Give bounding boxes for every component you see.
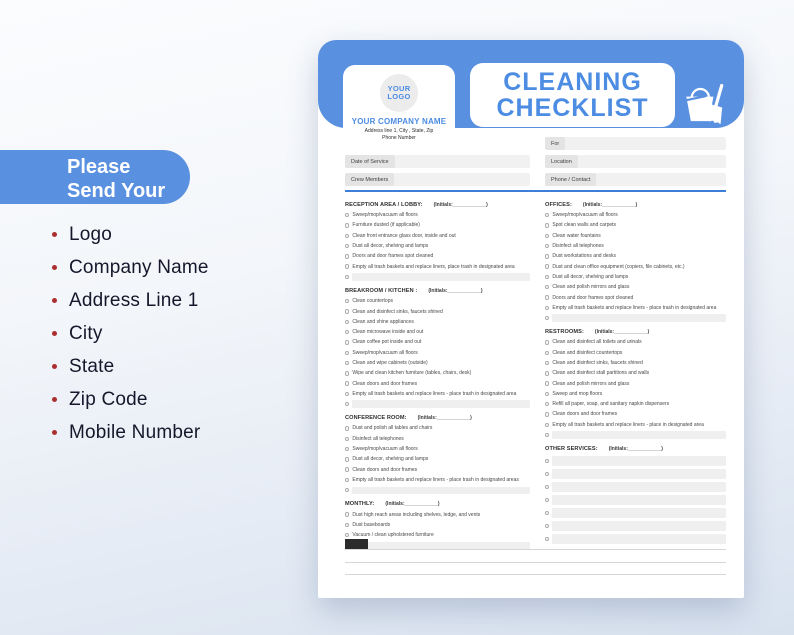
checklist-item-row — [345, 465, 530, 475]
checkbox-circle[interactable] — [345, 340, 349, 344]
checklist-item-label: Sweep and mop floors — [552, 390, 603, 397]
checkbox-circle[interactable] — [545, 381, 549, 385]
checklist-item-row — [345, 509, 530, 519]
checklist-item-label: Spot clean walls and carpets — [552, 222, 617, 229]
checklist-item-label: Doors and door frames spot cleaned — [352, 253, 434, 260]
requirement-item — [52, 317, 209, 350]
checklist-item-label: Dust high reach areas including shelves, ledge, and vents — [352, 511, 481, 518]
checklist-section — [345, 286, 530, 409]
checklist-item-row — [345, 378, 530, 388]
blank-write-in-field[interactable] — [552, 314, 726, 322]
checklist-section — [345, 413, 530, 495]
blank-write-in-field[interactable] — [352, 400, 530, 408]
checklist-item-label: Furniture dusted (if applicable) — [352, 222, 420, 229]
field-crew-members[interactable] — [345, 173, 530, 186]
checklist-item-row — [545, 337, 726, 347]
blank-checklist-row — [545, 532, 726, 545]
checklist-item-label: Dust all decor, shelving and lamps — [352, 456, 429, 463]
checkbox-circle[interactable] — [345, 299, 349, 303]
checklist-item-row — [545, 303, 726, 313]
blank-checklist-row — [545, 313, 726, 323]
checklist-item-row — [545, 389, 726, 399]
blank-checklist-row — [545, 493, 726, 506]
requirement-item — [52, 251, 209, 284]
checklist-item-row — [545, 241, 726, 251]
requirement-item — [52, 383, 209, 416]
field-location[interactable] — [545, 155, 726, 168]
checklist-item-label: Clean and wipe cabinets (outside) — [352, 360, 428, 366]
checklist-section — [345, 499, 530, 550]
checklist-item-row — [345, 306, 530, 316]
checklist-item-label: Empty all trash baskets and replace liners - place trash in designated area — [352, 390, 517, 397]
checklist-item-row — [345, 220, 530, 230]
checklist-item-row — [345, 296, 530, 306]
title-line1: CLEANING — [503, 67, 642, 96]
section-header — [345, 499, 530, 509]
checklist-item-row — [345, 520, 530, 530]
checkbox-circle[interactable] — [345, 309, 349, 313]
checklist-item-row — [345, 358, 530, 368]
checkbox-circle[interactable] — [545, 244, 549, 248]
checkbox-circle[interactable] — [545, 472, 549, 476]
checklist-item-row — [345, 337, 530, 347]
section-header — [545, 444, 726, 454]
checklist-item-label: Clean and disinfect all toilets and urinals — [552, 339, 642, 346]
checklist-item-label: Clean and disinfect sinks, faucets shined — [352, 308, 443, 315]
blank-checklist-row — [345, 272, 530, 282]
requirement-item — [52, 416, 209, 449]
field-date-of-service[interactable] — [345, 155, 530, 168]
blank-checklist-row — [345, 399, 530, 409]
logo-placeholder — [380, 74, 418, 112]
checkbox-circle[interactable] — [545, 340, 549, 344]
requirements-list — [52, 218, 209, 449]
checklist-item-label: Wipe and clean kitchen furniture (tables, chairs, desk) — [352, 370, 472, 377]
checklist-item-label: Clean front entrance glass door, inside and out — [352, 232, 456, 239]
checklist-item-row — [345, 444, 530, 454]
checklist-item-row — [345, 251, 530, 261]
section-title: CONFERENCE ROOM: — [345, 415, 407, 422]
checkbox-circle[interactable] — [345, 523, 349, 527]
checkbox-circle[interactable] — [345, 437, 349, 441]
checklist-item-row — [545, 272, 726, 282]
checklist-item-label: Dust and polish all tables and chairs — [352, 425, 433, 432]
bullet-dot — [52, 265, 57, 270]
checklist-item-label: Clean and disinfect sinks, faucets shined — [552, 360, 643, 366]
checklist-item-row — [545, 231, 726, 241]
checklist-item-row — [345, 454, 530, 464]
requirement-label: Address Line 1 — [69, 289, 199, 311]
title-line2: CHECKLIST — [496, 94, 649, 122]
field-location-label: Location — [545, 155, 578, 168]
checklist-item-label: Clean and disinfect stall partitions and walls — [552, 370, 650, 377]
section-initials-label: (Initials:____________) — [608, 446, 663, 453]
company-phone: Phone Number — [382, 134, 416, 141]
checkbox-circle[interactable] — [345, 264, 349, 268]
blank-write-in-field[interactable] — [552, 431, 726, 439]
header-divider — [345, 190, 726, 192]
field-for-label: For — [545, 137, 565, 150]
checkbox-circle[interactable] — [345, 320, 349, 324]
checkbox-circle[interactable] — [345, 381, 349, 385]
blank-checklist-row — [545, 454, 726, 467]
checklist-item-row — [545, 409, 726, 419]
badge-line1: Please — [67, 156, 131, 178]
section-header — [345, 413, 530, 423]
checkbox-circle[interactable] — [345, 234, 349, 238]
checkbox-circle[interactable] — [345, 533, 349, 537]
checklist-item-row — [545, 210, 726, 220]
checkbox-circle[interactable] — [345, 402, 349, 406]
section-initials-label: (Initials:____________) — [433, 202, 488, 208]
checklist-item-label: Sweep/mop/vacuum all floors — [352, 446, 418, 453]
checkbox-circle[interactable] — [545, 295, 549, 299]
checklist-item-label: Sweep/mop/vacuum all floors — [352, 349, 418, 356]
bullet-dot — [52, 397, 57, 402]
checkbox-circle[interactable] — [545, 511, 549, 515]
checklist-item-label: Sweep/mop/vacuum all floors — [352, 212, 418, 219]
checkbox-circle[interactable] — [545, 524, 549, 528]
badge-line2: Send Your — [67, 179, 166, 202]
section-initials-label: (Initials:____________) — [385, 501, 440, 508]
checklist-item-row — [345, 389, 530, 399]
blank-checklist-row — [545, 430, 726, 440]
section-initials-label: (Initials:____________) — [417, 415, 472, 422]
requirement-label: Logo — [69, 223, 113, 245]
requirement-item — [52, 350, 209, 383]
checkbox-circle[interactable] — [545, 485, 549, 489]
section-header — [545, 327, 726, 337]
blank-checklist-row — [545, 519, 726, 532]
section-title: BREAKROOM / KITCHEN : — [345, 288, 418, 295]
checklist-item-label: Doors and door frames spot cleaned — [552, 294, 634, 301]
checklist-item-row — [545, 348, 726, 358]
checkbox-circle[interactable] — [545, 306, 549, 310]
requirement-item — [52, 218, 209, 251]
checkbox-circle[interactable] — [545, 351, 549, 355]
checklist-column-left — [345, 200, 530, 555]
field-phone-contact[interactable] — [545, 173, 726, 186]
checklist-item-row — [345, 368, 530, 378]
checklist-item-row — [345, 530, 530, 540]
section-header — [345, 200, 530, 210]
checkbox-circle[interactable] — [345, 392, 349, 396]
checklist-item-row — [545, 368, 726, 378]
cleaning-checklist-page — [318, 40, 744, 598]
checklist-item-label: Clean and disinfect countertops — [552, 349, 623, 356]
blank-write-in-field[interactable] — [552, 508, 726, 518]
checklist-item-label: Clean doors and door frames — [352, 380, 418, 387]
checklist-item-label: Clean microwave inside and out — [352, 329, 424, 336]
requirement-label: Zip Code — [69, 388, 148, 410]
checklist-item-label: Clean doors and door frames — [552, 411, 618, 418]
blank-write-in-field[interactable] — [552, 482, 726, 492]
checkbox-circle[interactable] — [545, 423, 549, 427]
checklist-item-label: Empty all trash baskets and replace liners - place trash in designated areas — [352, 476, 519, 483]
checkbox-circle[interactable] — [345, 223, 349, 227]
section-title: MONTHLY: — [345, 501, 375, 508]
checklist-item-row — [345, 327, 530, 337]
blank-write-in-field[interactable] — [552, 521, 726, 531]
checklist-item-row — [545, 251, 726, 261]
checklist-item-label: Dust baseboards — [352, 521, 391, 528]
company-info-card — [343, 65, 455, 163]
checklist-item-row — [345, 241, 530, 251]
title-card — [470, 63, 675, 127]
section-header — [345, 286, 530, 296]
checklist-item-label: Dust all decor, shelving and lamps — [552, 273, 629, 280]
checkbox-circle[interactable] — [345, 275, 349, 279]
checkbox-circle[interactable] — [545, 402, 549, 406]
checkbox-circle[interactable] — [545, 498, 549, 502]
checklist-item-label: Sweep/mop/vacuum all floors — [552, 212, 618, 219]
section-header — [545, 200, 726, 210]
checklist-item-label: Disinfect all telephones — [352, 435, 404, 442]
blank-checklist-row — [345, 485, 530, 495]
checklist-item-row — [345, 475, 530, 485]
requirement-label: Mobile Number — [69, 421, 201, 443]
blank-checklist-row — [545, 467, 726, 480]
checkbox-circle[interactable] — [345, 467, 349, 471]
checkbox-circle[interactable] — [345, 457, 349, 461]
notes-rule-line — [345, 562, 726, 563]
checklist-section — [545, 444, 726, 545]
checkbox-circle[interactable] — [345, 244, 349, 248]
blank-write-in-field[interactable] — [552, 469, 726, 479]
checklist-item-label: Vacuum / clean upholstered furniture — [352, 532, 434, 539]
checklist-item-label: Empty all trash baskets and replace liners - place in designated area — [552, 421, 704, 428]
field-date-of-service-label: Date of Service — [345, 155, 395, 168]
checklist-item-row — [545, 220, 726, 230]
bullet-dot — [52, 232, 57, 237]
checkbox-circle[interactable] — [545, 234, 549, 238]
checkbox-circle[interactable] — [545, 213, 549, 217]
checklist-item-label: Clean and polish mirrors and glass — [552, 284, 630, 291]
blank-write-in-field[interactable] — [552, 495, 726, 505]
checkbox-circle[interactable] — [545, 412, 549, 416]
checklist-item-row — [345, 348, 530, 358]
checkbox-circle[interactable] — [545, 459, 549, 463]
checkbox-circle[interactable] — [545, 275, 549, 279]
company-address: Address line 1, City , State, Zip — [364, 128, 434, 134]
blank-checklist-row — [545, 506, 726, 519]
section-initials-label: (Initials:____________) — [582, 202, 638, 208]
checklist-item-label: Clean countertops — [352, 298, 393, 305]
checkbox-circle[interactable] — [545, 392, 549, 396]
bullet-dot — [52, 364, 57, 369]
checklist-item-row — [545, 358, 726, 368]
company-name: YOUR COMPANY NAME — [351, 117, 447, 126]
requirement-label: City — [69, 322, 103, 344]
requirement-item — [52, 284, 209, 317]
notes-rule-line — [345, 574, 726, 575]
checkbox-circle[interactable] — [345, 254, 349, 258]
checklist-item-label: Refill all paper, soap, and sanitary napkin dispensers — [552, 401, 670, 408]
section-initials-label: (Initials:____________) — [594, 329, 650, 336]
checkbox-circle[interactable] — [545, 285, 549, 289]
checkbox-circle[interactable] — [345, 426, 349, 430]
checklist-item-label: Dust workstations and desks — [552, 253, 617, 260]
checklist-item-row — [545, 261, 726, 271]
bucket-mop-icon — [680, 82, 727, 124]
checkbox-circle[interactable] — [545, 433, 549, 437]
requirement-label: State — [69, 355, 115, 377]
checkbox-circle[interactable] — [545, 223, 549, 227]
requirement-label: Company Name — [69, 256, 209, 278]
checkbox-circle[interactable] — [545, 316, 549, 320]
checklist-item-row — [545, 282, 726, 292]
checkbox-circle[interactable] — [345, 447, 349, 451]
bullet-dot — [52, 331, 57, 336]
please-send-your-badge — [0, 150, 190, 204]
checklist-item-row — [545, 378, 726, 388]
checkbox-circle[interactable] — [545, 254, 549, 258]
checklist-column-right — [545, 200, 726, 549]
field-phone-contact-label: Phone / Contact — [545, 173, 596, 186]
checklist-item-row — [345, 210, 530, 220]
checklist-item-row — [345, 317, 530, 327]
checkbox-circle[interactable] — [545, 361, 549, 365]
checklist-item-label: Disinfect all telephones — [552, 243, 604, 250]
section-title: RESTROOMS: — [545, 329, 584, 336]
checklist-item-label: Dust and clean office equipment (copiers, file cabinets, etc.) — [552, 263, 685, 270]
section-initials-label: (Initials:____________) — [428, 288, 483, 295]
checklist-item-row — [345, 231, 530, 241]
bullet-dot — [52, 298, 57, 303]
checklist-section — [545, 200, 726, 323]
checkbox-circle[interactable] — [345, 351, 349, 355]
checklist-section — [345, 200, 530, 282]
blank-write-in-field[interactable] — [552, 456, 726, 466]
checkbox-circle[interactable] — [345, 371, 349, 375]
section-title: OTHER SERVICES: — [545, 446, 598, 453]
checkbox-circle[interactable] — [545, 264, 549, 268]
checklist-section — [545, 327, 726, 440]
checklist-item-row — [545, 420, 726, 430]
checkbox-circle[interactable] — [545, 537, 549, 541]
bullet-dot — [52, 430, 57, 435]
checklist-item-label: Empty all trash baskets and replace liners - place trash in designated area — [552, 304, 717, 311]
checkbox-circle[interactable] — [345, 512, 349, 516]
blank-write-in-field[interactable] — [552, 534, 726, 544]
checkbox-circle[interactable] — [345, 361, 349, 365]
checklist-item-row — [345, 423, 530, 433]
checklist-item-label: Clean doors and door frames — [352, 466, 418, 473]
blank-checklist-row — [545, 480, 726, 493]
blank-write-in-field[interactable] — [352, 273, 530, 281]
checklist-item-label: Clean water fountains — [552, 232, 601, 239]
checkbox-circle[interactable] — [345, 330, 349, 334]
section-title: OFFICES: — [545, 202, 572, 208]
checkbox-circle[interactable] — [545, 371, 549, 375]
blank-write-in-field[interactable] — [352, 487, 530, 495]
checkbox-circle[interactable] — [345, 478, 349, 482]
logo-line1: YOUR — [387, 83, 411, 93]
checklist-item-row — [345, 434, 530, 444]
notes-rule-line — [345, 549, 726, 550]
checklist-item-row — [345, 261, 530, 271]
field-for[interactable] — [545, 137, 726, 150]
checklist-item-row — [545, 399, 726, 409]
logo-line2: LOGO — [387, 92, 411, 101]
checklist-item-label: Empty all trash baskets and replace liners, place trash in designated area — [352, 263, 515, 270]
checkbox-circle[interactable] — [345, 213, 349, 217]
checklist-item-label: Clean coffee pot inside and out — [352, 339, 422, 346]
checklist-item-label: Dust all decor, shelving and lamps — [352, 243, 429, 250]
section-title: RECEPTION AREA / LOBBY: — [345, 202, 423, 208]
checklist-item-label: Clean and shine appliances — [352, 318, 414, 325]
field-crew-members-label: Crew Members — [345, 173, 394, 186]
checklist-item-row — [545, 292, 726, 302]
checkbox-circle[interactable] — [345, 488, 349, 492]
checklist-item-label: Clean and polish mirrors and glass — [552, 380, 630, 387]
